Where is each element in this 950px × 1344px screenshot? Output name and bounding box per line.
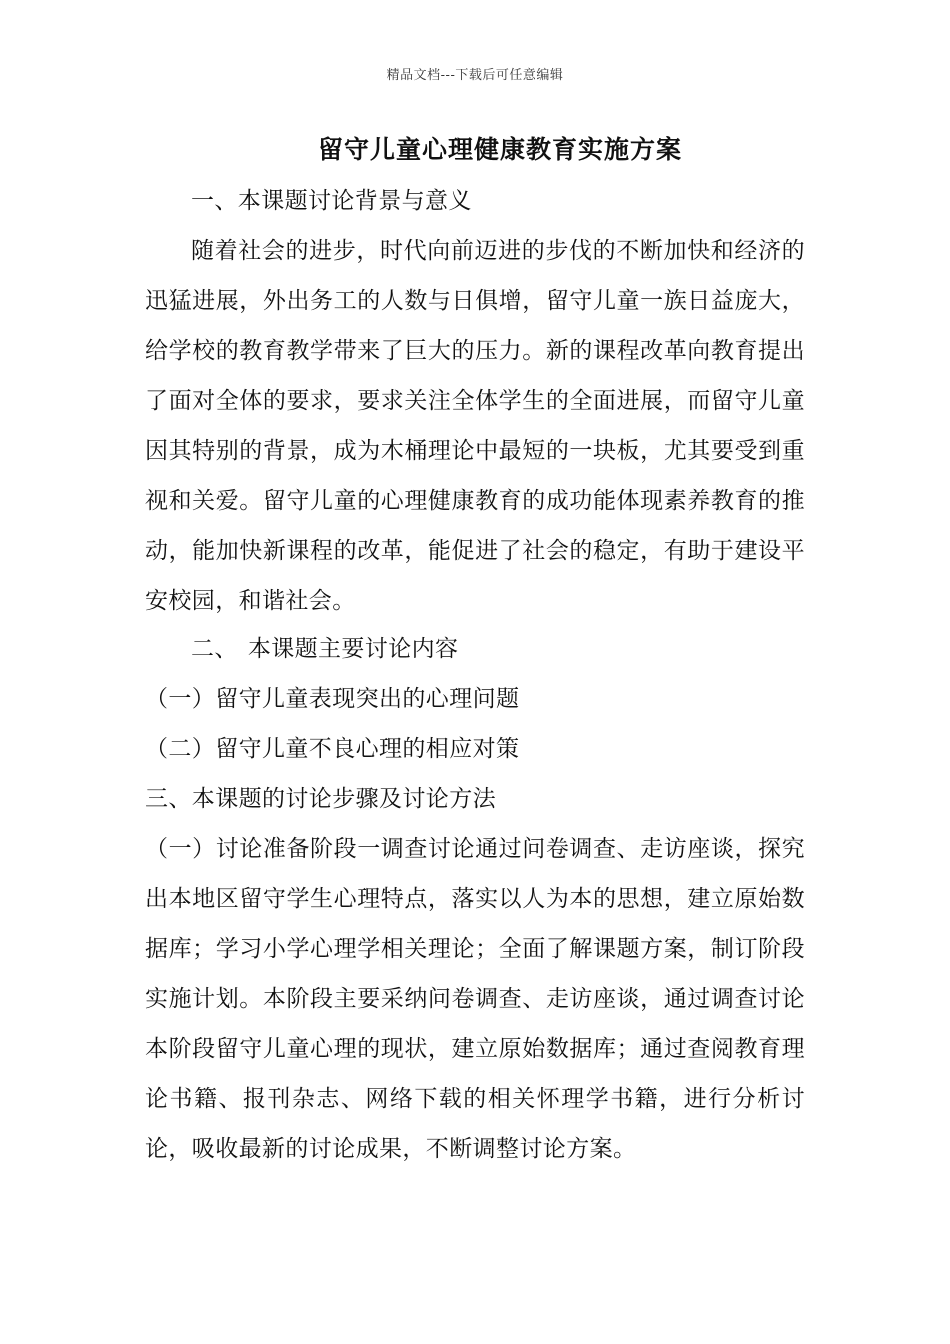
section-2-item-1: （一）留守儿童表现突出的心理问题: [145, 686, 520, 712]
section-3-heading: 三、本课题的讨论步骤及讨论方法: [145, 786, 496, 812]
section-2-heading-text: 本课题主要讨论内容: [247, 636, 459, 662]
section-3: [145, 824, 805, 1174]
section-2: [145, 624, 805, 824]
section-2-heading: [145, 624, 805, 674]
section-3-paragraph: （一）讨论准备阶段一调查讨论通过问卷调查、走访座谈，探究出本地区留守学生心理特点，落实以人为本的思想，建立原始数据库；学习小学心理学相关理论；全面了解课题方案，制订阶段实施计划。本阶段主要采纳问卷调查、走访座谈，通过调查讨论本阶段留守儿童心理的现状，建立原始数据库；通过查阅教育理论书籍、报刊杂志、网络下载的相关怀理学书籍，进行分析讨论，吸收最新的讨论成果，不断调整讨论方案。: [145, 836, 805, 1162]
document-title: 留守儿童心理健康教育实施方案: [317, 135, 682, 164]
section-1-paragraph: 随着社会的进步，时代向前迈进的步伐的不断加快和经济的迅猛进展，外出务工的人数与日俱增，留守儿童一族日益庞大，给学校的教育教学带来了巨大的压力。新的课程改革向教育提出了面对全体的要求，要求关注全体学生的全面进展，而留守儿童因其特别的背景，成为木桶理论中最短的一块板，尤其要受到重视和关爱。留守儿童的心理健康教育的成功能体现素养教育的推动，能加快新课程的改革，能促进了社会的稳定，有助于建设平安校园，和谐社会。: [145, 238, 805, 614]
section-1: [145, 176, 805, 626]
section-2-item-2: （二）留守儿童不良心理的相应对策: [145, 736, 520, 762]
section-1-heading: 一、本课题讨论背景与意义: [191, 188, 472, 214]
page-header-note: 精品文档---下载后可任意编辑: [386, 68, 564, 83]
section-2-heading-number: 二、: [191, 636, 238, 662]
